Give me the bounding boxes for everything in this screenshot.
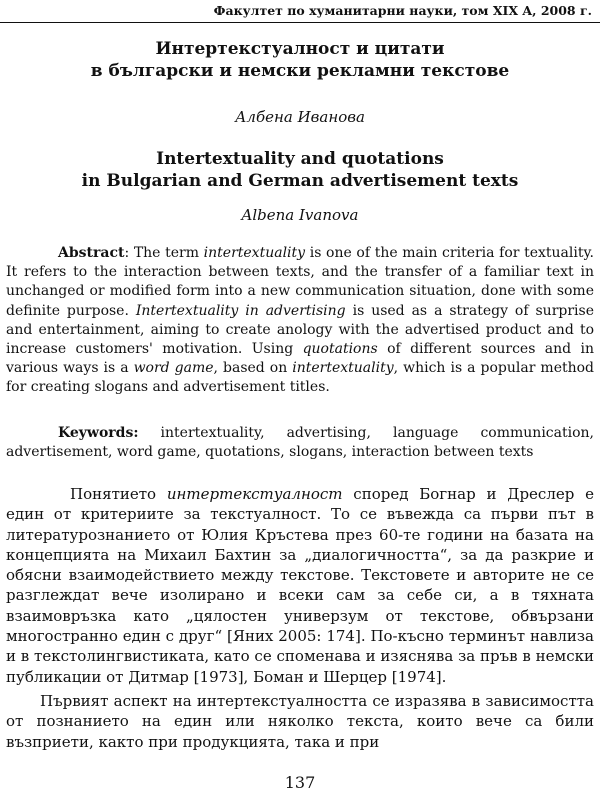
author-en-wrap	[0, 206, 600, 224]
abstract-text: is used as a strategy of surprise and entertainment, aiming to create anology with the advertised product and to increase customers' motivation. Using	[6, 302, 594, 358]
title-bg	[0, 38, 600, 82]
abstract-text: , based on	[213, 360, 293, 377]
title-en	[0, 148, 600, 192]
abstract-text: , which is a popular method for creating slogans and advertisement titles.	[6, 360, 595, 396]
abstract-emphasis: quotations	[302, 341, 378, 358]
abstract-text: : The term	[124, 245, 204, 261]
title-en-line1: Intertextuality and quotations	[156, 149, 444, 169]
title-en-line2: in Bulgarian and German advertisement texts	[81, 171, 519, 191]
keywords-text: intertextuality, advertising, language communication, advertisement, word game, quotations, slogans, interaction between texts	[6, 425, 594, 461]
author-bg: Албена Иванова	[235, 108, 365, 126]
header-rule	[0, 22, 600, 23]
abstract-emphasis: intertextuality	[203, 245, 306, 261]
body-text	[6, 484, 594, 752]
keywords-lead: Keywords:	[58, 425, 139, 441]
body-paragraph	[6, 484, 594, 687]
author-en: Albena Ivanova	[241, 206, 359, 224]
body-text-segment: според Богнар и Дреслер е един от критериите за текстуалност. То се въвежда са първи път в литературознанието от Юлия Кръстева през 60-те години на базата на концепцията на Михаил Бахтин за „диалогичността“, за да разкрие и обясни взаимодействието между текстове. Текстовете и авторите не се разглеждат вече изолирано и всеки сам за себе си, а в тяхната взаимовръзка като „цялостен универзум от текстове, обвързани многостранно един с друг“ [Яних 2005: 174]. По-късно терминът навлиза и в текстолингвистиката, като се споменава и изяснява за пръв в немски публикации от Дитмар [1973], Боман и Шерцер [1974].	[6, 485, 594, 686]
body-paragraph: Първият аспект на интертекстуалността се изразява в зависимостта от познанието на един или няколко текста, които вече са били възприети, както при продукцията, така и при	[6, 691, 594, 751]
abstract-emphasis: intertextuality	[292, 360, 394, 377]
author-bg-wrap	[0, 108, 600, 126]
abstract-text: is one of the main criteria for textuality. It refers to the interaction between texts, and the transfer of a familiar text in unchanged or modified form into a new communication situation, done with some definite purpose.	[6, 245, 594, 319]
title-bg-line1: Интертекстуалност и цитати	[155, 39, 445, 59]
abstract	[6, 244, 594, 398]
abstract-emphasis: Intertextuality in advertising	[135, 302, 346, 319]
body-text-segment: Понятието	[70, 485, 167, 503]
page-number: 137	[284, 773, 316, 792]
keywords	[6, 424, 594, 462]
abstract-text: of different sources and in various ways is a	[6, 341, 594, 377]
body-emphasis: интертекстуалност	[166, 485, 343, 503]
abstract-emphasis: word game	[133, 360, 214, 377]
running-head: Факултет по хуманитарни науки, том XIX A, 2008 г.	[213, 3, 592, 18]
title-bg-line2: в български и немски рекламни текстове	[90, 61, 510, 81]
abstract-lead: Abstract	[58, 245, 125, 261]
